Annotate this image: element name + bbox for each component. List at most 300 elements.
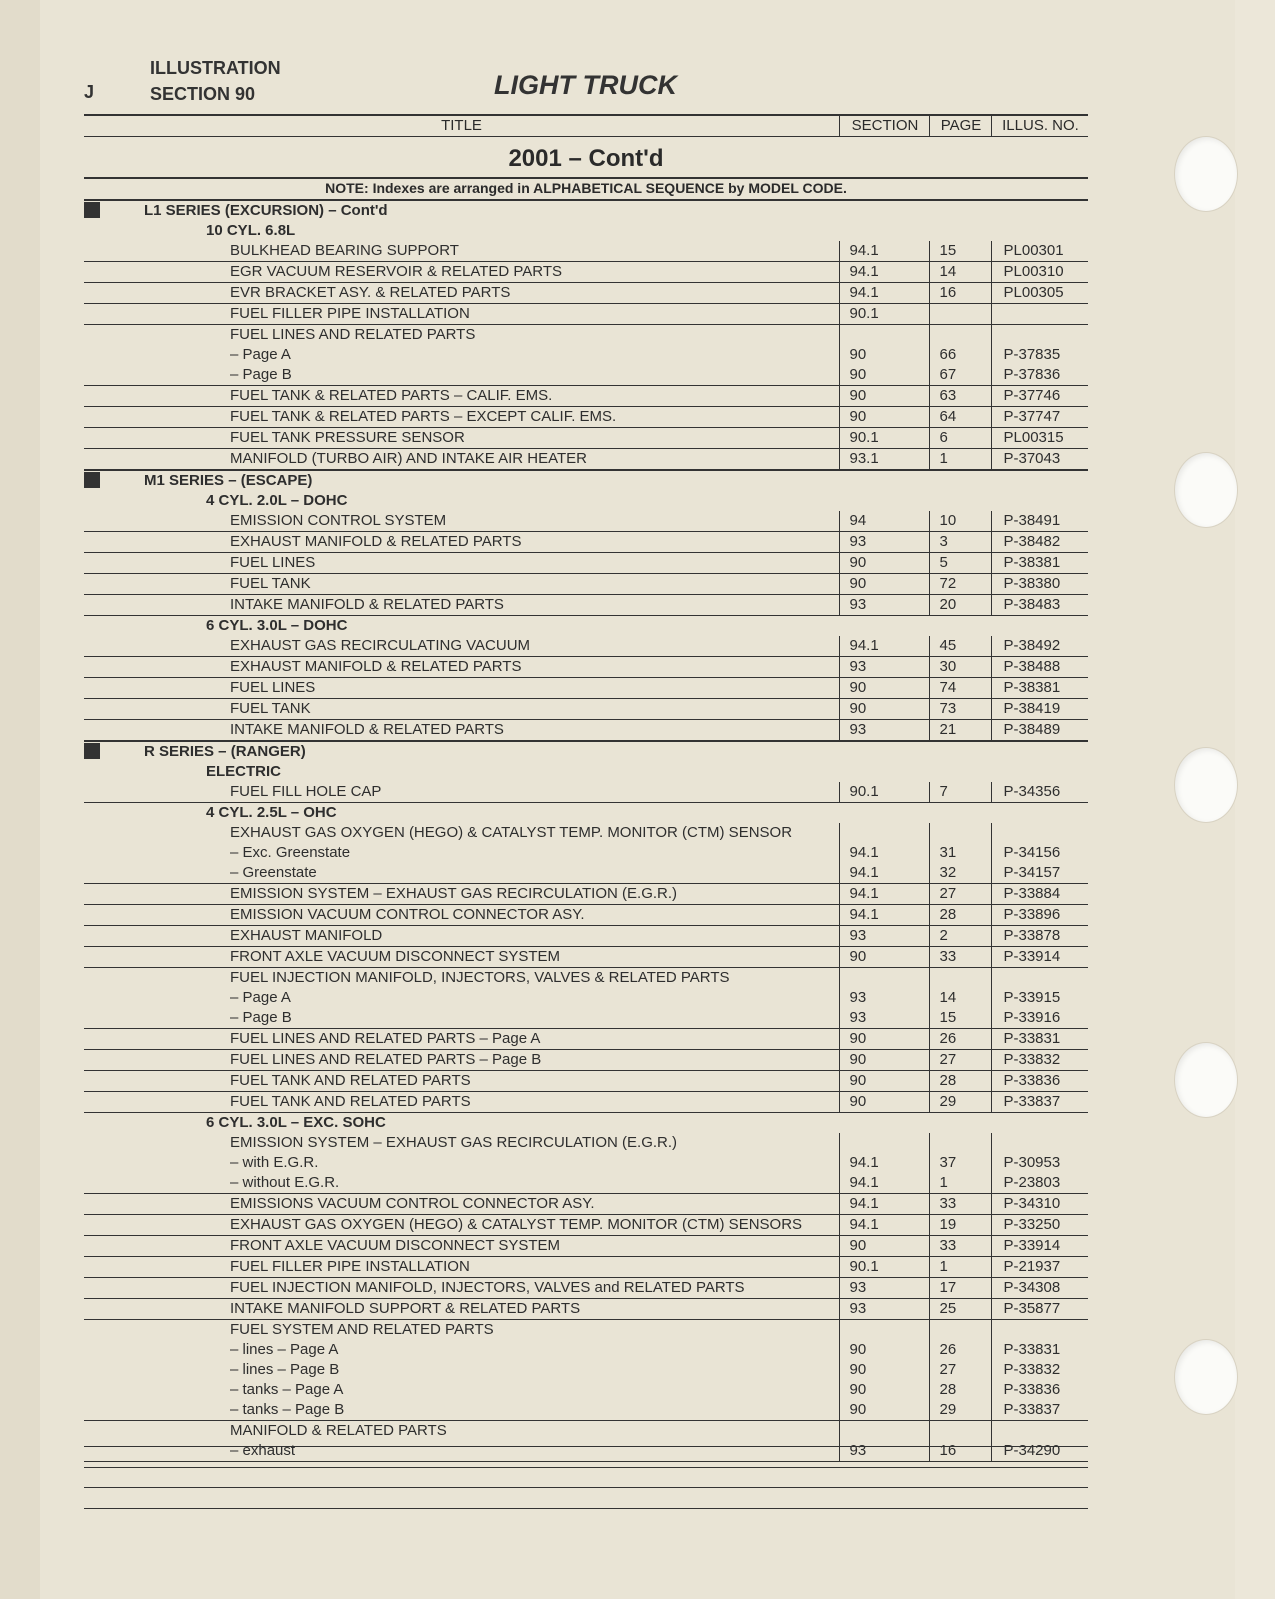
entry-section: 90 <box>839 699 929 720</box>
binder-hole <box>1175 1340 1237 1414</box>
table-row <box>84 1380 1088 1400</box>
entry-section: 94.1 <box>839 1153 929 1173</box>
entry-title: FUEL INJECTION MANIFOLD, INJECTORS, VALVES & RELATED PARTS <box>230 969 730 986</box>
title-cell <box>84 532 839 553</box>
title-cell <box>84 325 839 346</box>
entry-section: 90 <box>839 1360 929 1380</box>
table-row <box>84 699 1088 720</box>
title-cell <box>84 470 839 491</box>
title-cell <box>84 1029 839 1050</box>
table-row <box>84 1320 1088 1341</box>
title-cell <box>84 386 839 407</box>
table-row <box>84 843 1088 863</box>
column-section: SECTION <box>839 116 930 136</box>
title-cell <box>84 1194 839 1215</box>
entry-title: MANIFOLD (TURBO AIR) AND INTAKE AIR HEATER <box>230 450 587 467</box>
page-title: LIGHT TRUCK <box>494 70 677 100</box>
entry-section: 93 <box>839 988 929 1008</box>
divider <box>84 177 1088 179</box>
entry-section: 90 <box>839 386 929 407</box>
table-row <box>84 595 1088 616</box>
entry-illus-no <box>991 304 1088 325</box>
page-letter: J <box>84 82 95 102</box>
entry-title: FUEL TANK AND RELATED PARTS <box>230 1072 471 1089</box>
entry-illus-no <box>991 221 1088 241</box>
entry-section: 90 <box>839 1380 929 1400</box>
entry-illus-no <box>991 1320 1088 1341</box>
table-row <box>84 636 1088 657</box>
entry-illus-no <box>991 968 1088 989</box>
entry-illus-no: P-21937 <box>991 1257 1088 1278</box>
entry-title: – lines – Page B <box>230 1361 340 1378</box>
entry-title: EMISSION SYSTEM – EXHAUST GAS RECIRCULATION (E.G.R.) <box>230 885 678 902</box>
entry-illus-no: P-33836 <box>991 1071 1088 1092</box>
entry-page: 33 <box>929 947 991 968</box>
title-cell <box>84 1008 839 1029</box>
entry-title: – Page A <box>230 989 291 1006</box>
entry-page: 21 <box>929 720 991 742</box>
entry-title: INTAKE MANIFOLD & RELATED PARTS <box>230 721 504 738</box>
title-cell <box>84 241 839 262</box>
entry-illus-no <box>991 762 1088 782</box>
entry-title: – tanks – Page B <box>230 1401 345 1418</box>
series-marker-icon <box>84 202 100 218</box>
engine-row <box>84 491 1088 511</box>
entry-title: ELECTRIC <box>206 763 281 780</box>
entry-section: 93 <box>839 657 929 678</box>
title-cell <box>84 428 839 449</box>
entry-illus-no: P-37836 <box>991 365 1088 386</box>
entry-section: 93 <box>839 1278 929 1299</box>
entry-section: 94.1 <box>839 283 929 304</box>
entry-illus-no: P-38381 <box>991 553 1088 574</box>
entry-page: 73 <box>929 699 991 720</box>
entry-title: FUEL FILLER PIPE INSTALLATION <box>230 305 470 322</box>
title-cell <box>84 1340 839 1360</box>
table-row <box>84 863 1088 884</box>
title-cell <box>84 782 839 803</box>
entry-section <box>839 762 929 782</box>
entry-illus-no <box>991 200 1088 221</box>
entry-title: EVR BRACKET ASY. & RELATED PARTS <box>230 284 511 301</box>
entry-section <box>839 470 929 491</box>
title-cell <box>84 1257 839 1278</box>
entry-illus-no: P-33916 <box>991 1008 1088 1029</box>
column-title: TITLE <box>441 117 482 134</box>
entry-page: 2 <box>929 926 991 947</box>
title-cell <box>84 947 839 968</box>
column-page: PAGE <box>929 116 992 136</box>
title-cell <box>84 657 839 678</box>
table-row <box>84 968 1088 989</box>
title-cell <box>84 574 839 595</box>
table-row <box>84 884 1088 905</box>
entry-section: 94.1 <box>839 863 929 884</box>
entry-page: 45 <box>929 636 991 657</box>
entry-illus-no: P-37835 <box>991 345 1088 365</box>
table-row <box>84 345 1088 365</box>
entry-section: 90 <box>839 1029 929 1050</box>
blank-rule <box>84 1508 1088 1509</box>
entry-section: 94.1 <box>839 1194 929 1215</box>
title-cell <box>84 283 839 304</box>
entry-page <box>929 491 991 511</box>
title-cell <box>84 1320 839 1341</box>
column-header-row <box>84 114 1088 137</box>
entry-title: – Page B <box>230 366 292 383</box>
entry-page: 64 <box>929 407 991 428</box>
entry-illus-no: P-34290 <box>991 1441 1088 1462</box>
title-cell <box>84 407 839 428</box>
entry-title: FUEL LINES AND RELATED PARTS <box>230 326 476 343</box>
entry-title: R SERIES – (RANGER) <box>144 743 306 760</box>
table-row <box>84 283 1088 304</box>
entry-title: FUEL TANK PRESSURE SENSOR <box>230 429 465 446</box>
entry-page: 1 <box>929 449 991 471</box>
entry-illus-no: P-33837 <box>991 1400 1088 1421</box>
title-cell <box>84 304 839 325</box>
entry-title: 4 CYL. 2.5L – OHC <box>206 804 337 821</box>
entry-page: 16 <box>929 283 991 304</box>
table-row <box>84 947 1088 968</box>
entry-page <box>929 221 991 241</box>
table-row <box>84 407 1088 428</box>
entry-section <box>839 1421 929 1442</box>
entry-page: 72 <box>929 574 991 595</box>
title-cell <box>84 221 839 241</box>
entry-title: – exhaust <box>230 1442 296 1459</box>
entry-page: 33 <box>929 1194 991 1215</box>
entry-page: 1 <box>929 1173 991 1194</box>
entry-illus-no: P-38419 <box>991 699 1088 720</box>
table-row <box>84 532 1088 553</box>
entry-title: 10 CYL. 6.8L <box>206 222 296 239</box>
table-row <box>84 449 1088 471</box>
title-cell <box>84 1113 839 1134</box>
entry-section: 93 <box>839 1441 929 1462</box>
entry-illus-no <box>991 1133 1088 1153</box>
table-row <box>84 1092 1088 1113</box>
title-cell <box>84 553 839 574</box>
entry-section: 90 <box>839 365 929 386</box>
entry-page: 27 <box>929 1360 991 1380</box>
entry-illus-no: P-33914 <box>991 1236 1088 1257</box>
entry-section: 90 <box>839 1071 929 1092</box>
title-cell <box>84 1421 839 1442</box>
entry-page: 30 <box>929 657 991 678</box>
entry-title: – Page B <box>230 1009 292 1026</box>
entry-illus-no: P-38491 <box>991 511 1088 532</box>
title-cell <box>84 905 839 926</box>
entry-page: 14 <box>929 988 991 1008</box>
entry-illus-no: P-33915 <box>991 988 1088 1008</box>
table-row <box>84 1215 1088 1236</box>
table-row <box>84 1257 1088 1278</box>
entry-section <box>839 491 929 511</box>
entry-title: FUEL LINES <box>230 554 316 571</box>
entry-page: 67 <box>929 365 991 386</box>
entry-title: BULKHEAD BEARING SUPPORT <box>230 242 459 259</box>
series-row <box>84 741 1088 762</box>
title-cell <box>84 1400 839 1421</box>
entry-section: 90 <box>839 1236 929 1257</box>
entry-section: 93 <box>839 926 929 947</box>
entry-illus-no: P-33832 <box>991 1050 1088 1071</box>
binder-hole <box>1175 453 1237 527</box>
table-row <box>84 365 1088 386</box>
entry-title: FUEL FILL HOLE CAP <box>230 783 382 800</box>
entry-section <box>839 823 929 843</box>
entry-illus-no: PL00315 <box>991 428 1088 449</box>
entry-illus-no: P-33878 <box>991 926 1088 947</box>
entry-illus-no: P-33836 <box>991 1380 1088 1400</box>
entry-page <box>929 325 991 346</box>
title-cell <box>84 863 839 884</box>
entry-page <box>929 762 991 782</box>
entry-page: 28 <box>929 1380 991 1400</box>
entry-page <box>929 968 991 989</box>
entry-title: INTAKE MANIFOLD & RELATED PARTS <box>230 596 504 613</box>
entry-section <box>839 1133 929 1153</box>
year-heading: 2001 – Cont'd <box>508 145 664 172</box>
entry-title: EXHAUST GAS OXYGEN (HEGO) & CATALYST TEMP. MONITOR (CTM) SENSORS <box>230 1216 803 1233</box>
title-cell <box>84 741 839 762</box>
entry-illus-no: P-34310 <box>991 1194 1088 1215</box>
entry-section <box>839 968 929 989</box>
title-cell <box>84 1360 839 1380</box>
table-row <box>84 511 1088 532</box>
entry-illus-no: P-38482 <box>991 532 1088 553</box>
entry-section: 93 <box>839 720 929 742</box>
entry-section: 90.1 <box>839 782 929 803</box>
entry-section: 90 <box>839 678 929 699</box>
entry-title: FRONT AXLE VACUUM DISCONNECT SYSTEM <box>230 1237 561 1254</box>
table-row <box>84 1400 1088 1421</box>
entry-title: MANIFOLD & RELATED PARTS <box>230 1422 447 1439</box>
entry-illus-no: P-34157 <box>991 863 1088 884</box>
entry-illus-no: P-30953 <box>991 1153 1088 1173</box>
title-cell <box>84 1380 839 1400</box>
entry-page: 37 <box>929 1153 991 1173</box>
title-cell <box>84 491 839 511</box>
title-cell <box>84 616 839 637</box>
title-cell <box>84 1050 839 1071</box>
entry-title: FRONT AXLE VACUUM DISCONNECT SYSTEM <box>230 948 561 965</box>
title-cell <box>84 1236 839 1257</box>
entry-section: 94.1 <box>839 1173 929 1194</box>
entry-section: 93 <box>839 532 929 553</box>
table-row <box>84 1071 1088 1092</box>
entry-title: FUEL LINES AND RELATED PARTS – Page A <box>230 1030 541 1047</box>
table-row <box>84 428 1088 449</box>
entry-page: 28 <box>929 1071 991 1092</box>
entry-title: – Page A <box>230 346 291 363</box>
title-cell <box>84 511 839 532</box>
entry-page: 3 <box>929 532 991 553</box>
blank-rule <box>84 1467 1088 1468</box>
entry-section <box>839 200 929 221</box>
entry-page <box>929 803 991 824</box>
table-row <box>84 1340 1088 1360</box>
entry-page: 63 <box>929 386 991 407</box>
title-cell <box>84 699 839 720</box>
illustration-section-label <box>150 55 281 107</box>
entry-title: – with E.G.R. <box>230 1154 319 1171</box>
index-note: NOTE: Indexes are arranged in ALPHABETICAL SEQUENCE by MODEL CODE. <box>325 180 847 196</box>
entry-page: 1 <box>929 1257 991 1278</box>
entry-title: EGR VACUUM RESERVOIR & RELATED PARTS <box>230 263 563 280</box>
entry-section: 94.1 <box>839 884 929 905</box>
entry-section: 94.1 <box>839 843 929 863</box>
entry-section <box>839 741 929 762</box>
entry-section: 90 <box>839 345 929 365</box>
title-cell <box>84 762 839 782</box>
title-cell <box>84 365 839 386</box>
entry-page: 66 <box>929 345 991 365</box>
entry-page <box>929 823 991 843</box>
entry-page <box>929 470 991 491</box>
series-row <box>84 470 1088 491</box>
table-row <box>84 1050 1088 1071</box>
entry-title: FUEL SYSTEM AND RELATED PARTS <box>230 1321 494 1338</box>
entry-section: 94.1 <box>839 241 929 262</box>
entry-section: 90 <box>839 1050 929 1071</box>
entry-page <box>929 1320 991 1341</box>
entry-page: 33 <box>929 1236 991 1257</box>
table-row <box>84 823 1088 843</box>
entry-page: 29 <box>929 1092 991 1113</box>
entry-page: 29 <box>929 1400 991 1421</box>
title-cell <box>84 678 839 699</box>
entry-section: 94.1 <box>839 905 929 926</box>
entry-page: 74 <box>929 678 991 699</box>
entry-illus-no: P-37747 <box>991 407 1088 428</box>
entry-section <box>839 803 929 824</box>
entry-illus-no: P-33837 <box>991 1092 1088 1113</box>
title-cell <box>84 1278 839 1299</box>
title-cell <box>84 1299 839 1320</box>
entry-page: 26 <box>929 1029 991 1050</box>
blank-rule <box>84 1487 1088 1488</box>
engine-row <box>84 803 1088 824</box>
title-cell <box>84 926 839 947</box>
entry-illus-no: PL00310 <box>991 262 1088 283</box>
entry-illus-no: P-38492 <box>991 636 1088 657</box>
table-row <box>84 1194 1088 1215</box>
table-row <box>84 241 1088 262</box>
entry-illus-no: P-34308 <box>991 1278 1088 1299</box>
engine-row <box>84 762 1088 782</box>
entry-illus-no: P-34356 <box>991 782 1088 803</box>
entry-page: 19 <box>929 1215 991 1236</box>
title-cell <box>84 968 839 989</box>
entry-title: – Greenstate <box>230 864 317 881</box>
title-cell <box>84 262 839 283</box>
entry-page: 16 <box>929 1441 991 1462</box>
entry-section: 90.1 <box>839 304 929 325</box>
entry-section <box>839 221 929 241</box>
entry-title: FUEL TANK <box>230 575 311 592</box>
entry-title: 4 CYL. 2.0L – DOHC <box>206 492 348 509</box>
entry-illus-no <box>991 616 1088 637</box>
blank-rule <box>84 1446 1088 1447</box>
table-row <box>84 678 1088 699</box>
binder-hole <box>1175 137 1237 211</box>
entry-title: EMISSION SYSTEM – EXHAUST GAS RECIRCULATION (E.G.R.) <box>230 1134 678 1151</box>
entry-illus-no <box>991 823 1088 843</box>
entry-illus-no: PL00305 <box>991 283 1088 304</box>
entry-title: EXHAUST MANIFOLD <box>230 927 383 944</box>
entry-title: FUEL TANK & RELATED PARTS – CALIF. EMS. <box>230 387 553 404</box>
entry-title: FUEL TANK AND RELATED PARTS <box>230 1093 471 1110</box>
table-row <box>84 1236 1088 1257</box>
entry-section <box>839 325 929 346</box>
table-row <box>84 304 1088 325</box>
table-row <box>84 1029 1088 1050</box>
entry-page: 28 <box>929 905 991 926</box>
entry-title: – Exc. Greenstate <box>230 844 351 861</box>
entry-title: – lines – Page A <box>230 1341 339 1358</box>
entry-title: – without E.G.R. <box>230 1174 340 1191</box>
title-cell <box>84 988 839 1008</box>
table-row <box>84 386 1088 407</box>
entry-page <box>929 616 991 637</box>
title-cell <box>84 823 839 843</box>
entry-page: 10 <box>929 511 991 532</box>
section-label: SECTION 90 <box>150 84 256 104</box>
entry-page: 20 <box>929 595 991 616</box>
title-cell <box>84 843 839 863</box>
title-cell <box>84 1173 839 1194</box>
title-cell <box>84 449 839 471</box>
engine-row <box>84 616 1088 637</box>
engine-row <box>84 1113 1088 1134</box>
entry-title: – tanks – Page A <box>230 1381 344 1398</box>
title-cell <box>84 1092 839 1113</box>
entry-title: FUEL FILLER PIPE INSTALLATION <box>230 1258 470 1275</box>
entry-title: 6 CYL. 3.0L – DOHC <box>206 617 348 634</box>
title-cell <box>84 720 839 742</box>
entry-page <box>929 1133 991 1153</box>
entry-illus-no: P-35877 <box>991 1299 1088 1320</box>
entry-section: 93 <box>839 595 929 616</box>
entry-page: 17 <box>929 1278 991 1299</box>
entry-illus-no: P-37746 <box>991 386 1088 407</box>
table-row <box>84 1008 1088 1029</box>
entry-illus-no: P-38488 <box>991 657 1088 678</box>
table-row <box>84 720 1088 742</box>
table-row <box>84 1278 1088 1299</box>
entry-illus-no: P-38380 <box>991 574 1088 595</box>
entry-title: EMISSION VACUUM CONTROL CONNECTOR ASY. <box>230 906 585 923</box>
entry-section: 90 <box>839 574 929 595</box>
entry-illus-no <box>991 325 1088 346</box>
entry-section: 90.1 <box>839 428 929 449</box>
entry-illus-no: P-33250 <box>991 1215 1088 1236</box>
entry-section: 90 <box>839 947 929 968</box>
entry-page: 25 <box>929 1299 991 1320</box>
entry-illus-no <box>991 741 1088 762</box>
entry-section <box>839 1320 929 1341</box>
title-cell <box>84 884 839 905</box>
table-row <box>84 926 1088 947</box>
entry-section: 94.1 <box>839 1215 929 1236</box>
entry-section: 94 <box>839 511 929 532</box>
table-row <box>84 1133 1088 1153</box>
table-row <box>84 325 1088 346</box>
entry-illus-no <box>991 470 1088 491</box>
entry-illus-no <box>991 803 1088 824</box>
